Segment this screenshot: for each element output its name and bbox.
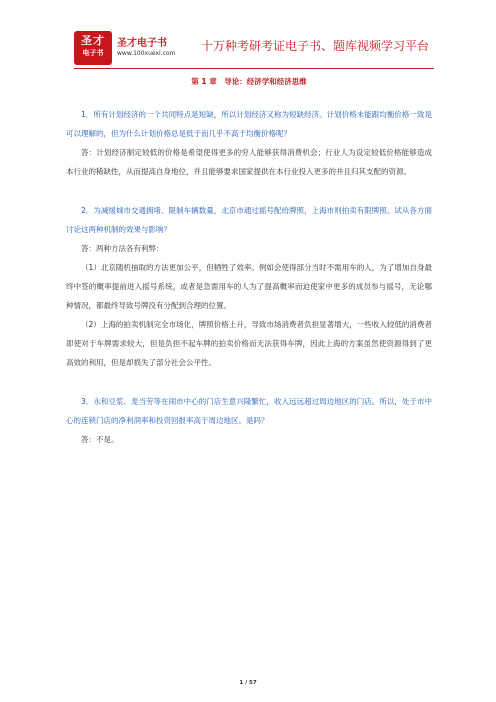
brand-logo — [74, 31, 112, 65]
logo-line1: 圣才 — [81, 34, 105, 47]
question-2: 2．为减缓城市交通拥堵、限制车辆数量，北京市通过摇号配给牌照，上海市则拍卖有限牌照。试从各方面讨论这两种机制的效果与影响？ — [66, 206, 432, 234]
answer-2-intro: 答：两种方法各有利弊： — [81, 244, 164, 253]
logo-line2: 电子书 — [82, 49, 104, 57]
brand-name: 圣才电子书 — [117, 38, 167, 49]
section-spacer — [66, 181, 432, 201]
question-1: 1．所有计划经济的一个共同特点是短缺，所以计划经济又称为短缺经济。计划价格未能跟均衡价格一致是可以理解的，但为什么计划价格总是低于而几乎不高于均衡价格呢？ — [66, 110, 432, 138]
brand-url: www.100xuexi.com — [117, 50, 176, 57]
document-body — [66, 70, 432, 449]
section-spacer — [66, 372, 432, 392]
page-number: 1 / 57 — [239, 680, 257, 686]
page-header — [74, 28, 434, 68]
answer-1: 答：计划经济制定较低的价格是希望使得更多的穷人能够获得消费机会；行业人为设定较低价格能够造成本行业的稀缺性，从而提高自身地位，并且能够要求国家提供在本行业投入更多的并且归其支配的资源。 — [66, 148, 432, 176]
header-slogan: 十万种考研考证电子书、题库视频学习平台 — [201, 39, 430, 53]
question-3: 3．永和豆浆、麦当劳等在闹市中心的门店生意兴隆繁忙，收入远远超过周边地区的门店。所以，处于市中心的连锁门店的净利润率和投资回报率高于周边地区。是吗？ — [66, 397, 432, 425]
answer-3: 答：不是。 — [81, 435, 119, 444]
answer-2-point-2: （2）上海的拍卖机制完全市场化，牌照价格上升，导致市场消费者负担显著增大，一些收入较低的消费者即使对于车牌需求较大，但是负担不起车牌的拍卖价格而无法获得车牌，因此上海的方案虽然使资源得到了更高效的利用，但是却损失了部分社会公平性。 — [66, 320, 432, 367]
header-divider — [74, 68, 434, 69]
chapter-title: 第 1 章 导论：经济学和经济思维 — [191, 77, 307, 86]
answer-2-point-1: （1）北京随机抽取的方法更加公平，但牺牲了效率。例如会使得部分当时不需用车的人，为了增加自身最终中签的概率提前进入摇号系统，或者是急需用车的人为了提高概率而迫使家中更多的成员参与摇号，无论哪种情况，都最终导致号牌没有分配到合理的位置。 — [66, 263, 432, 310]
